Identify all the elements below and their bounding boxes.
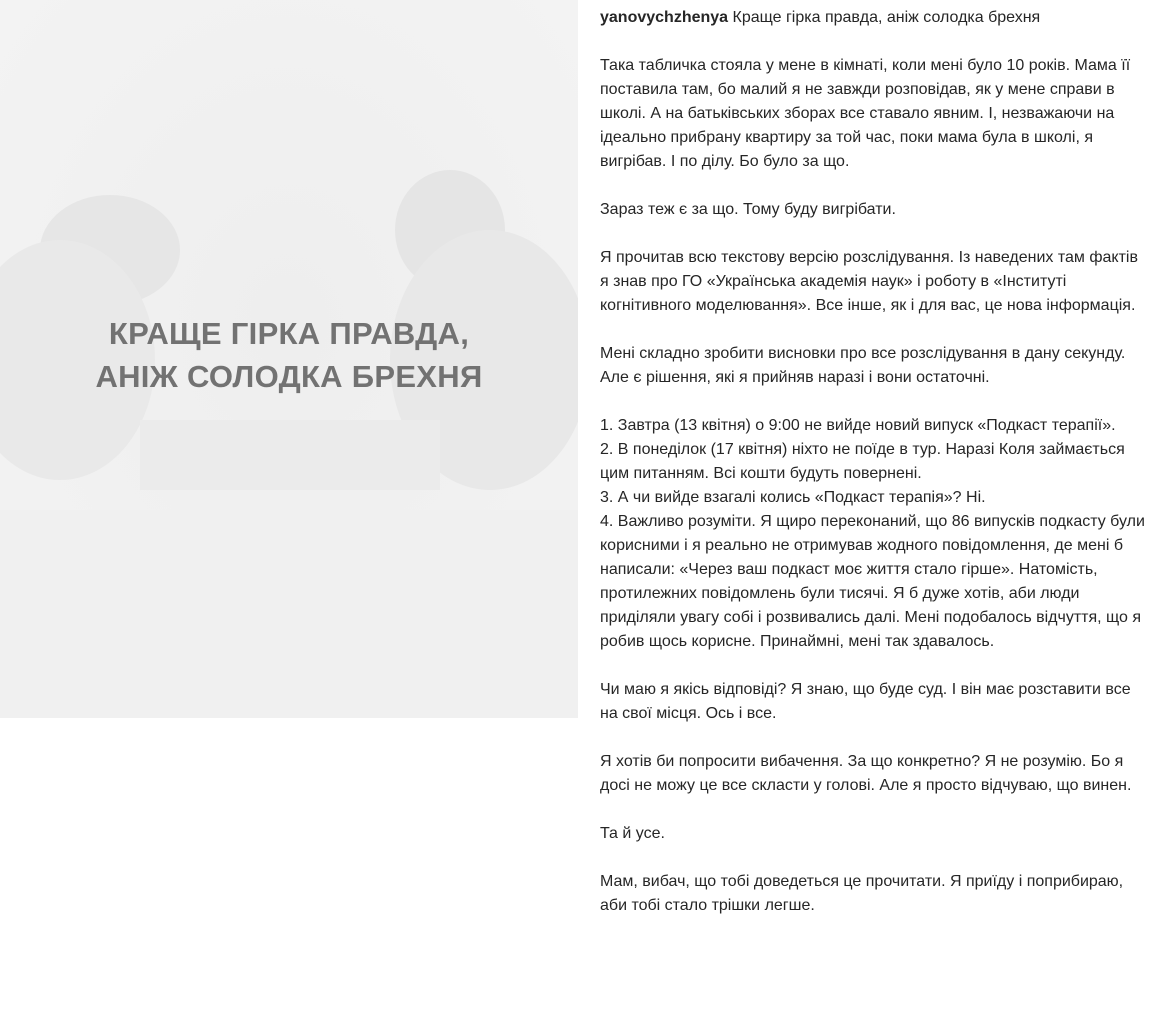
image-title <box>0 312 578 398</box>
list-item: 2. В понеділок (17 квітня) ніхто не поїде в тур. Наразі Коля займається цим питанням. Всі кошти будуть повернені. <box>600 441 1125 482</box>
image-title-line-2: АНІЖ СОЛОДКА БРЕХНЯ <box>95 359 483 394</box>
caption-paragraph: Така табличка стояла у мене в кімнаті, коли мені було 10 років. Мама її поставила там, бо малий я не завжди розповідав, як у мене справи в школі. А на батьківських зборах все ставало явним. І, незважаючи на ідеально прибрану квартиру за той час, поки мама була в школі, я вигрібав. І по ділу. Бо було за що. <box>600 57 1131 170</box>
caption-paragraph: Мам, вибач, що тобі доведеться це прочитати. Я приїду і поприбираю, аби тобі стало трішки легше. <box>600 873 1124 914</box>
caption-headline: Краще гірка правда, аніж солодка брехня <box>732 9 1041 26</box>
caption-paragraph: Та й усе. <box>600 825 665 842</box>
caption-header <box>600 6 1148 30</box>
caption-paragraph: Зараз теж є за що. Тому буду вигрібати. <box>600 201 896 218</box>
post-caption <box>600 6 1148 918</box>
username-link[interactable]: yanovychzhenya <box>600 9 729 26</box>
list-item: 1. Завтра (13 квітня) о 9:00 не вийде новий випуск «Подкаст терапії». <box>600 417 1116 434</box>
post-image <box>0 0 578 718</box>
image-title-line-1: КРАЩЕ ГІРКА ПРАВДА, <box>108 316 470 351</box>
caption-paragraph: Чи маю я якісь відповіді? Я знаю, що буде суд. І він має розставити все на свої місця. Ось і все. <box>600 681 1131 722</box>
caption-paragraph: Мені складно зробити висновки про все розслідування в дану секунду. Але є рішення, які я прийняв наразі і вони остаточні. <box>600 345 1126 386</box>
caption-paragraph: Я хотів би попросити вибачення. За що конкретно? Я не розумію. Бо я досі не можу це все скласти у голові. Але я просто відчуваю, що винен. <box>600 753 1132 794</box>
caption-paragraph: Я прочитав всю текстову версію розслідування. Із наведених там фактів я знав про ГО «Українська академія наук» і роботу в «Інституті когнітивного моделювання». Все інше, як і для вас, це нова інформація. <box>600 249 1138 314</box>
list-item: 4. Важливо розуміти. Я щиро переконаний, що 86 випусків подкасту були корисними і я реально не отримував жодного повідомлення, де мені б написали: «Через ваш подкаст моє життя стало гірше». Натомість, протилежних повідомлень були тисячі. Я б дуже хотів, аби люди приділяли увагу собі і розвивались далі. Мені подобалось відчуття, що я робив щось корисне. Принаймні, мені так здавалось. <box>600 513 1145 650</box>
list-item: 3. А чи вийде взагалі колись «Подкаст терапія»? Ні. <box>600 489 986 506</box>
decision-list <box>600 414 1148 654</box>
